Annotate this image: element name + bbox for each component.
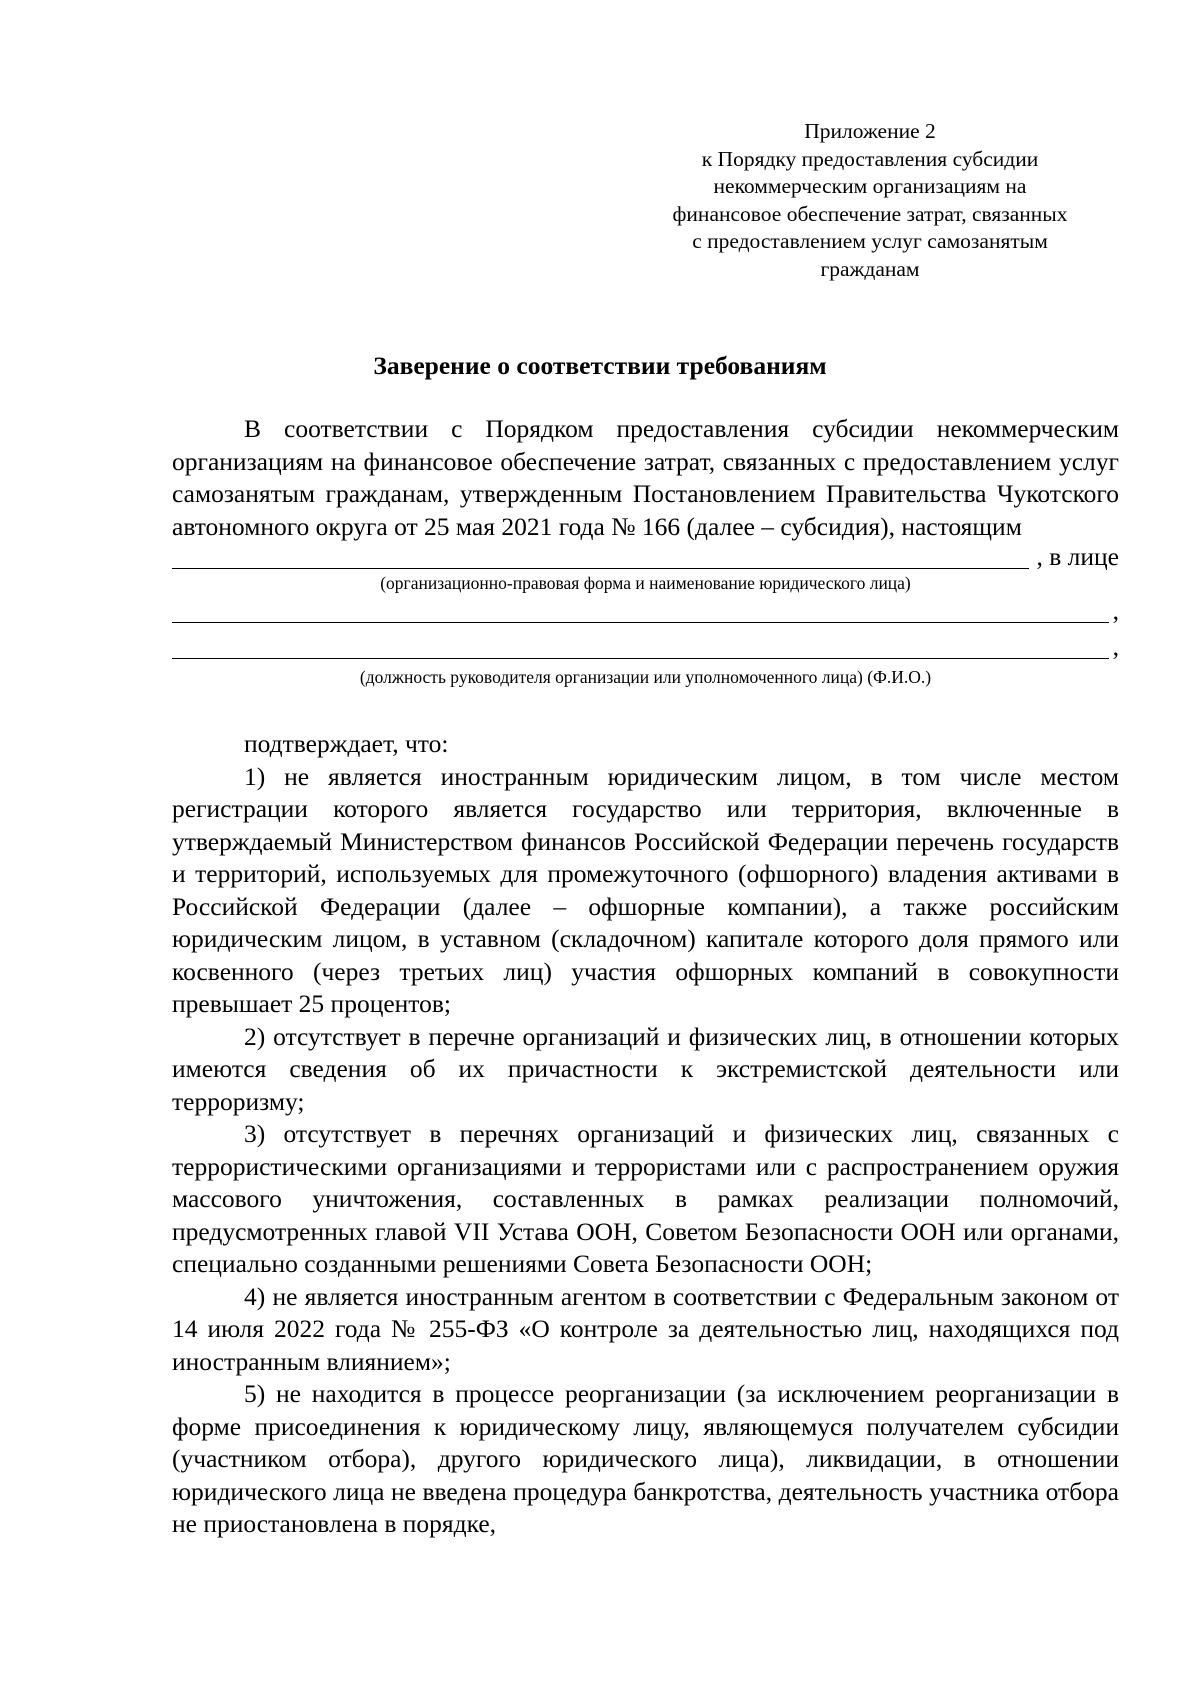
appendix-line: гражданам: [820, 256, 920, 281]
person-comma-2: ,: [1112, 632, 1119, 661]
person-row-2: [172, 627, 1119, 663]
org-name-caption: (организационно-правовая форма и наименование юридического лица): [380, 573, 911, 593]
intro-block: [172, 413, 1119, 687]
item-1: 1) не является иностранным юридическим лицом, в том числе местом регистрации которого является государство или территория, включенные в утверждаемый Министерством финансов Российской Федерации перечень государств и территорий, используемых для промежуточного (офшорного) владения активами в Российской Федерации (далее – офшорные компании), а также российским юридическим лицом, в уставном (складочном) капитале которого доля прямого или косвенного (через третьих лиц) участия офшорных компаний в совокупности превышает 25 процентов;: [172, 761, 1119, 1018]
person-comma-1: ,: [1112, 596, 1119, 625]
item-3: 3) отсутствует в перечнях организаций и физических лиц, связанных с террористическими организациями и террористами или с распространением оружия массового уничтожения, составленных в рамках реализации полномочий, предусмотренных главой VII Устава ООН, Советом Безопасности ООН или органами, специально созданными решениями Совета Безопасности ООН;: [172, 1119, 1119, 1278]
appendix-line: финансовое обеспечение затрат, связанных: [672, 201, 1068, 226]
appendix-line: некоммерческим организациям на: [713, 174, 1027, 198]
document-title: Заверение о соответствии требованиям: [373, 351, 827, 380]
org-name-blank[interactable]: [172, 568, 1029, 569]
item-5: 5) не находится в процессе реорганизации (за исключением реорганизации в форме присоединения к юридическому лицу, являющемуся получателем субсидии (участником отбора), другого юридического лица), ликвидации, в отношении юридического лица не введена процедура банкротства, деятельность участника отбора не приостановлена в порядке,: [172, 1379, 1119, 1538]
org-name-row: [172, 543, 1119, 573]
appendix-header: [640, 118, 1100, 283]
confirms-line: подтверждает, что:: [244, 729, 449, 758]
person-row-1: [172, 593, 1119, 627]
intro-paragraph: В соответствии с Порядком предоставления субсидии некоммерческим организациям на финансовое обеспечение затрат, связанных с предоставлением услуг самозанятым гражданам, утвержденным Постановлением Правительства Чукотского автономного округа от 25 мая 2021 года № 166 (далее – субсидия), настоящим: [172, 414, 1119, 541]
appendix-line: к Порядку предоставления субсидии: [701, 146, 1039, 171]
person-blank-1[interactable]: [172, 622, 1109, 623]
item-4: 4) не является иностранным агентом в соответствии с Федеральным законом от 14 июля 2022 года № 255-ФЗ «О контроле за деятельностью лиц, находящихся под иностранным влиянием»;: [172, 1281, 1119, 1376]
appendix-line: с предоставлением услуг самозанятым: [692, 229, 1048, 253]
person-blank-2[interactable]: [172, 658, 1109, 659]
org-name-tail: , в лице: [1036, 542, 1119, 571]
appendix-line: Приложение 2: [804, 119, 936, 143]
confirmation-block: [172, 728, 1119, 1541]
person-caption: (должность руководителя организации или уполномоченного лица) (Ф.И.О.): [359, 667, 932, 687]
item-2: 2) отсутствует в перечне организаций и физических лиц, в отношении которых имеются сведения об их причастности к экстремистской деятельности или терроризму;: [172, 1021, 1119, 1116]
